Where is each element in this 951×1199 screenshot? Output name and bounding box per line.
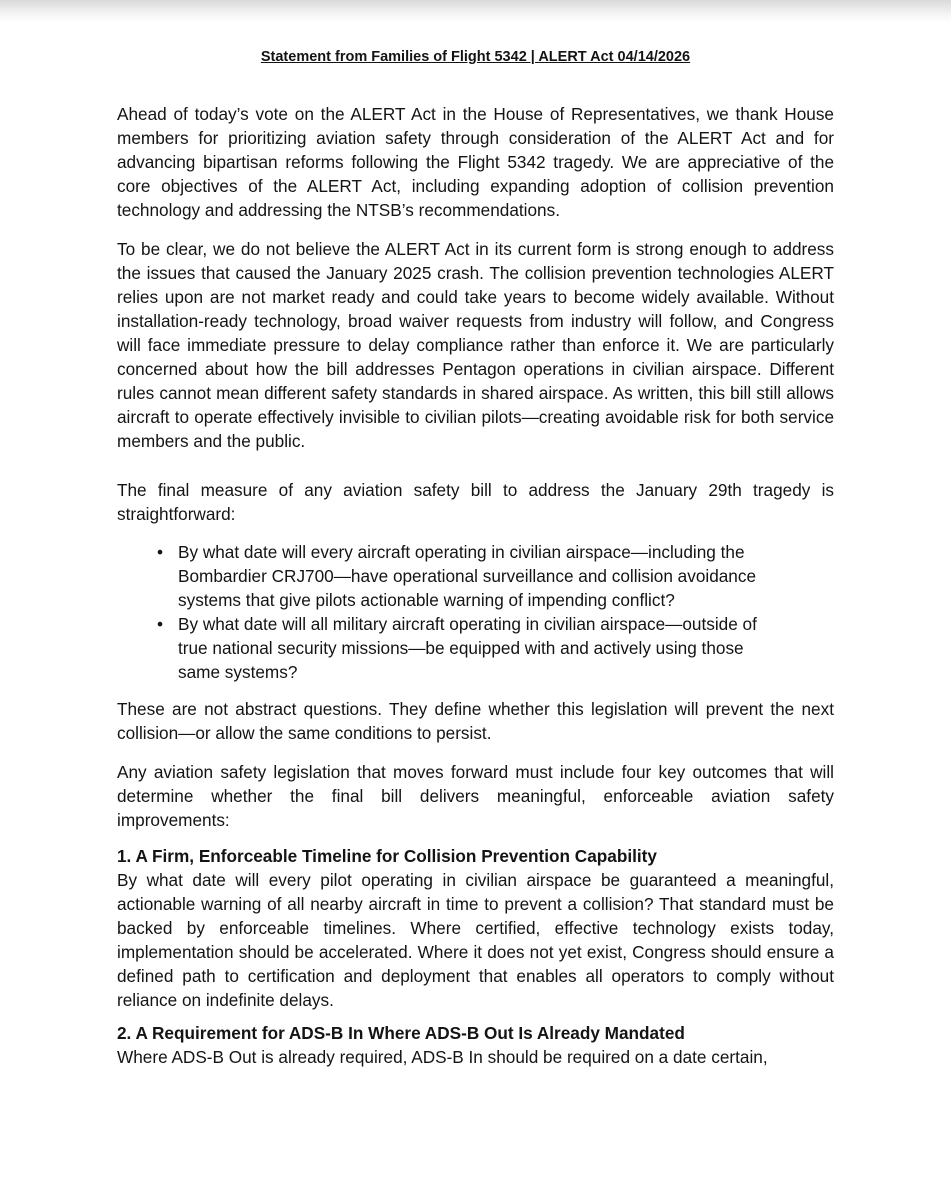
concern-paragraph: To be clear, we do not believe the ALERT Act in its current form is strong enough to address the issues that caused the January 2025 crash. The collision prevention technologies ALERT relies upon are not market ready and could take years to become widely available. Without installation-ready technology, broad waiver requests from industry will follow, and Congress will face immediate pressure to delay compliance rather than enforce it. We are particularly concerned about how the bill addresses Pentagon operations in civilian airspace. Different rules cannot mean different safety standards in shared airspace. As written, this bill still allows aircraft to operate effectively invisible to civilian pilots—creating avoidable risk for both service members and the public. bbox=[117, 239, 834, 451]
bullet-icon: • bbox=[157, 614, 164, 634]
list-item-text: By what date will all military aircraft operating in civilian airspace—outside of true national security missions—be equipped with and actively using those same systems? bbox=[178, 614, 757, 682]
list-item-text: By what date will every aircraft operating in civilian airspace—including the Bombardier CRJ700—have operational surveillance and collision avoidance systems that give pilots actionable warning of impending conflict? bbox=[178, 542, 757, 610]
bullet-icon: • bbox=[157, 542, 164, 562]
list-item bbox=[117, 612, 788, 684]
section-body: Where ADS-B Out is already required, ADS-B In should be required on a date certain, bbox=[117, 1047, 768, 1067]
document-page bbox=[117, 47, 834, 1069]
section-body: By what date will every pilot operating in civilian airspace be guaranteed a meaningful, actionable warning of all nearby aircraft in time to prevent a collision? That standard must be backed by enforceable timelines. Where certified, effective technology exists today, implementation should be accelerated. Where it does not yet exist, Congress should ensure a defined path to certification and deployment that enables all operators to comply without reliance on indefinite delays. bbox=[117, 870, 834, 1010]
document-title: Statement from Families of Flight 5342 | ALERT Act 04/14/2026 bbox=[260, 49, 691, 65]
not-abstract-paragraph: These are not abstract questions. They define whether this legislation will prevent the next collision—or allow the same conditions to persist. bbox=[117, 699, 834, 743]
section-heading: 1. A Firm, Enforceable Timeline for Collision Prevention Capability bbox=[117, 846, 657, 866]
outcomes-intro-paragraph: Any aviation safety legislation that moves forward must include four key outcomes that will determine whether the final bill delivers meaningful, enforceable aviation safety improvements: bbox=[117, 762, 834, 830]
section-heading: 2. A Requirement for ADS-B In Where ADS-B Out Is Already Mandated bbox=[117, 1023, 685, 1043]
question-list bbox=[117, 540, 834, 684]
list-item bbox=[117, 540, 788, 612]
measure-paragraph: The final measure of any aviation safety bill to address the January 29th tragedy is straightforward: bbox=[117, 480, 834, 524]
intro-paragraph: Ahead of today’s vote on the ALERT Act in the House of Representatives, we thank House members for prioritizing aviation safety through consideration of the ALERT Act and for advancing bipartisan reforms following the Flight 5342 tragedy. We are appreciative of the core objectives of the ALERT Act, including expanding adoption of collision prevention technology and addressing the NTSB’s recommendations. bbox=[117, 104, 834, 220]
top-shadow bbox=[0, 0, 951, 22]
